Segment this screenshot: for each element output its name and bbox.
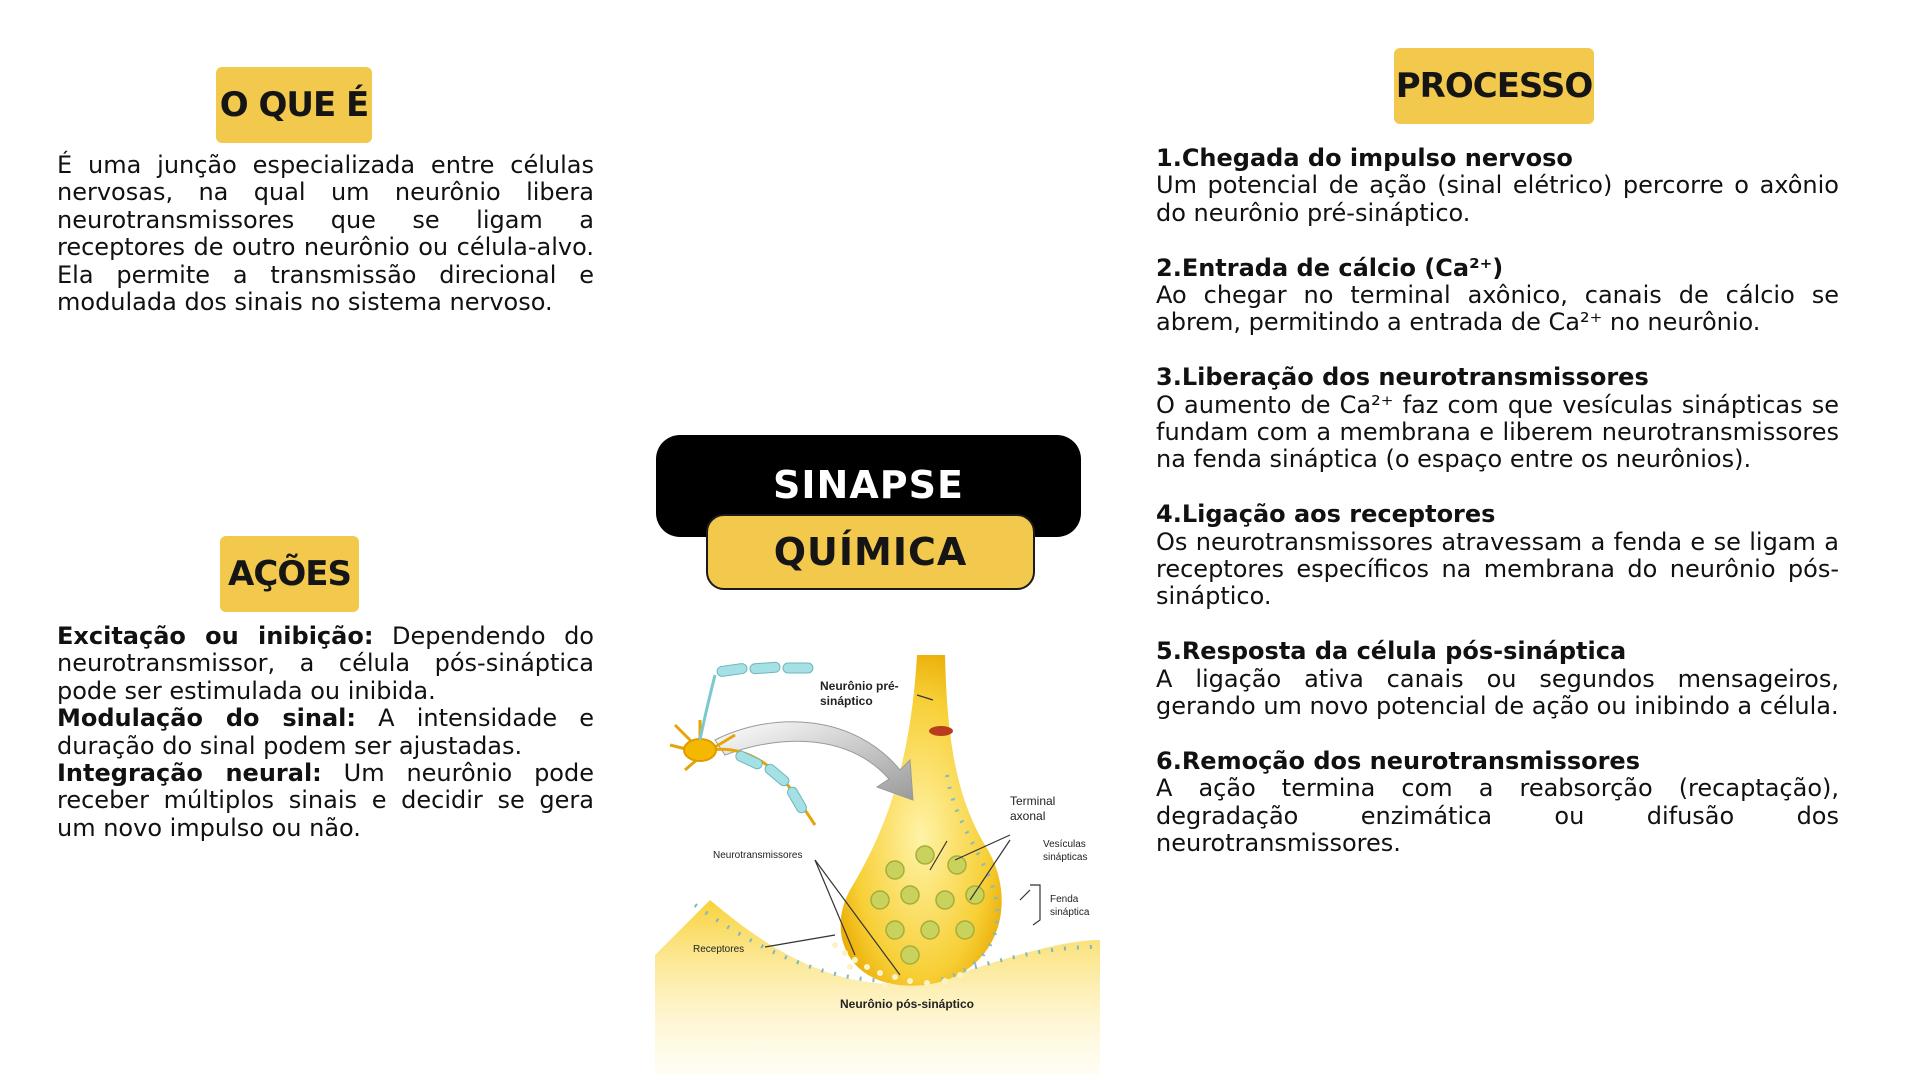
label-vesicles: Vesículas [1043, 839, 1086, 850]
label-presynaptic-2: sináptico [820, 694, 873, 708]
acao-item [57, 705, 594, 760]
process-step [1156, 501, 1839, 611]
label-receptors: Receptores [693, 944, 745, 955]
label-presynaptic: Neurônio pré- [820, 679, 899, 693]
acao-label: Modulação do sinal: [57, 704, 356, 733]
step-text: Os neurotransmissores atravessam a fenda e se ligam a receptores específicos na membrana do neurônio pós-sináptico. [1156, 527, 1839, 611]
process-step [1156, 255, 1839, 337]
step-text: A ligação ativa canais ou segundos mensageiros, gerando um novo potencial de ação ou inibindo a célula. [1156, 664, 1839, 721]
step-text: O aumento de Ca²⁺ faz com que vesículas sinápticas se fundam com a membrana e liberem neurotransmissores na fenda sináptica (o espaço entre os neurônios). [1156, 390, 1839, 474]
oque-description: É uma junção especializada entre células nervosas, na qual um neurônio libera neurotransmissores que se ligam a receptores de outro neurônio ou célula-alvo. Ela permite a transmissão direcional e modulada dos sinais no sistema nervoso. [57, 151, 594, 317]
acoes-list [57, 623, 594, 842]
label-vesicles-2: sinápticas [1043, 852, 1088, 863]
acao-text: Dependendo do neurotransmissor, a célula pós-sináptica pode ser estimulada ou inibida. [57, 622, 594, 705]
acao-item [57, 623, 594, 705]
process-step [1156, 638, 1839, 720]
acao-label: Integração neural: [57, 759, 322, 788]
step-title: 4.Ligação aos receptores [1156, 500, 1496, 529]
oque-heading: O QUE É [216, 67, 372, 143]
step-text: A ação termina com a reabsorção (recaptação), degradação enzimática ou difusão dos neurotransmissores. [1156, 774, 1839, 858]
processo-heading: PROCESSO [1394, 48, 1594, 124]
step-title: 6.Remoção dos neurotransmissores [1156, 746, 1640, 775]
process-step [1156, 364, 1839, 474]
acao-item [57, 760, 594, 842]
step-title: 3.Liberação dos neurotransmissores [1156, 363, 1649, 392]
acao-label: Excitação ou inibição: [57, 622, 374, 650]
step-title: 5.Resposta da célula pós-sináptica [1156, 637, 1627, 666]
neuron-soma [684, 739, 716, 761]
process-step [1156, 145, 1839, 227]
label-cleft: Fenda [1050, 894, 1079, 905]
title-main: SINAPSE [656, 435, 1081, 537]
title-sub: QUÍMICA [706, 514, 1035, 590]
step-title: 1.Chegada do impulso nervoso [1156, 144, 1573, 172]
label-terminal: Terminal [1010, 794, 1056, 808]
processo-steps [1156, 145, 1839, 885]
acao-text: Um neurônio pode receber múltiplos sinais e decidir se gera um novo impulso ou não. [57, 759, 594, 842]
label-postsynaptic: Neurônio pós-sináptico [840, 997, 975, 1011]
process-step [1156, 748, 1839, 858]
acoes-heading: AÇÕES [220, 536, 359, 612]
label-terminal-2: axonal [1010, 809, 1046, 823]
step-text: Um potencial de ação (sinal elétrico) percorre o axônio do neurônio pré-sináptico. [1156, 171, 1839, 227]
label-neurotransmitters: Neurotransmissores [713, 850, 803, 861]
step-title: 2.Entrada de cálcio (Ca²⁺) [1156, 253, 1504, 282]
acao-text: A intensidade e duração do sinal podem ser ajustadas. [57, 704, 595, 760]
synapse-illustration [655, 655, 1100, 1075]
step-text: Ao chegar no terminal axônico, canais de cálcio se abrem, permitindo a entrada de Ca²⁺ no neurônio. [1156, 281, 1839, 337]
label-cleft-2: sináptica [1050, 907, 1090, 918]
